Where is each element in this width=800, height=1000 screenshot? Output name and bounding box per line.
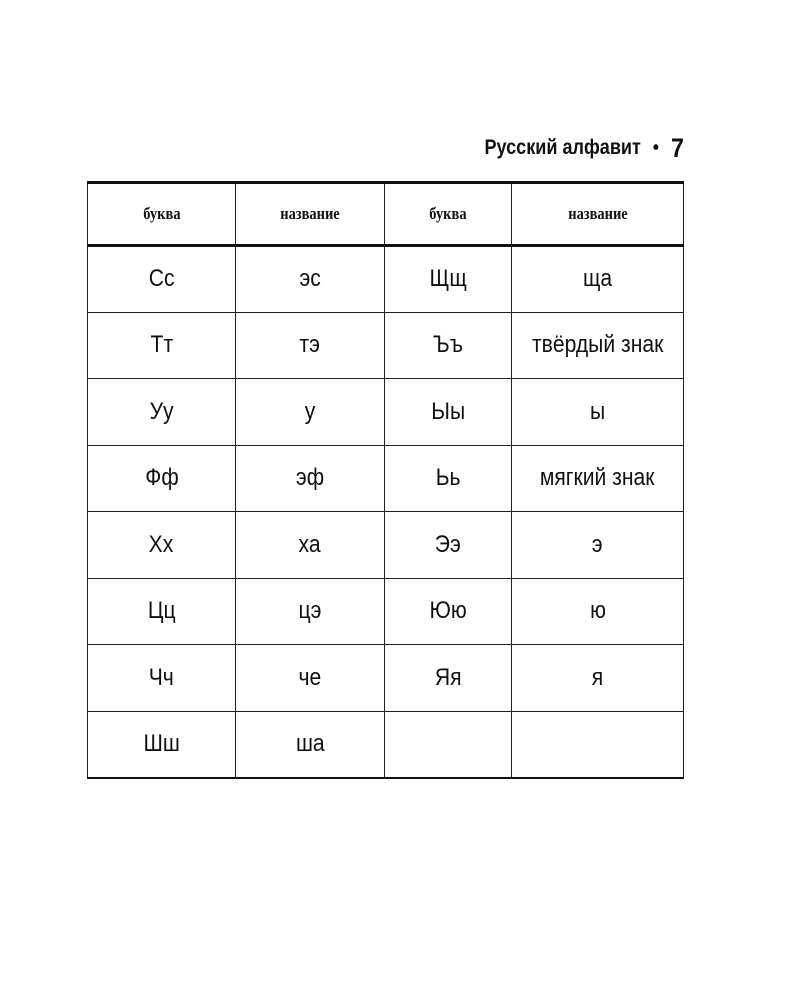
letter-cell: Сс <box>88 246 236 313</box>
letter-name-cell: ша <box>236 711 385 778</box>
letter-cell: Ыы <box>385 379 512 446</box>
letter-name-cell: эф <box>236 445 385 512</box>
bullet-separator: • <box>652 136 660 159</box>
letter-name-cell: че <box>236 645 385 712</box>
column-header-letter: буква <box>88 183 236 246</box>
letter-cell: Ьь <box>385 445 512 512</box>
letter-cell: Яя <box>385 645 512 712</box>
table-row <box>88 512 684 579</box>
column-header-name: название <box>236 183 385 246</box>
section-title: Русский алфавит <box>484 136 641 159</box>
table-row <box>88 445 684 512</box>
letter-cell: Ъъ <box>385 312 512 379</box>
letter-name-cell: ы <box>512 379 684 446</box>
table-row <box>88 578 684 645</box>
table-header-row <box>88 183 684 246</box>
letter-cell: Щщ <box>385 246 512 313</box>
column-header-name: название <box>512 183 684 246</box>
letter-name-cell: тэ <box>236 312 385 379</box>
letter-cell: Тт <box>88 312 236 379</box>
letter-name-cell: я <box>512 645 684 712</box>
table-row <box>88 711 684 778</box>
letter-cell: Чч <box>88 645 236 712</box>
letter-name-cell: у <box>236 379 385 446</box>
page-number: 7 <box>671 132 684 163</box>
letter-cell: Цц <box>88 578 236 645</box>
running-head <box>485 128 684 168</box>
letter-cell: Хх <box>88 512 236 579</box>
table-row <box>88 379 684 446</box>
letter-name-cell: эс <box>236 246 385 313</box>
column-header-letter: буква <box>385 183 512 246</box>
letter-cell: Фф <box>88 445 236 512</box>
table-row <box>88 312 684 379</box>
empty-cell <box>385 711 512 778</box>
table-row <box>88 246 684 313</box>
letter-cell: Ээ <box>385 512 512 579</box>
letter-name-cell: твёрдый знак <box>512 312 684 379</box>
letter-name-cell: ха <box>236 512 385 579</box>
letter-cell: Уу <box>88 379 236 446</box>
alphabet-table <box>87 181 684 779</box>
letter-cell: Юю <box>385 578 512 645</box>
letter-name-cell: цэ <box>236 578 385 645</box>
letter-name-cell: э <box>512 512 684 579</box>
letter-name-cell: ща <box>512 246 684 313</box>
letter-name-cell: мягкий знак <box>512 445 684 512</box>
letter-cell: Шш <box>88 711 236 778</box>
empty-cell <box>512 711 684 778</box>
letter-name-cell: ю <box>512 578 684 645</box>
table-row <box>88 645 684 712</box>
